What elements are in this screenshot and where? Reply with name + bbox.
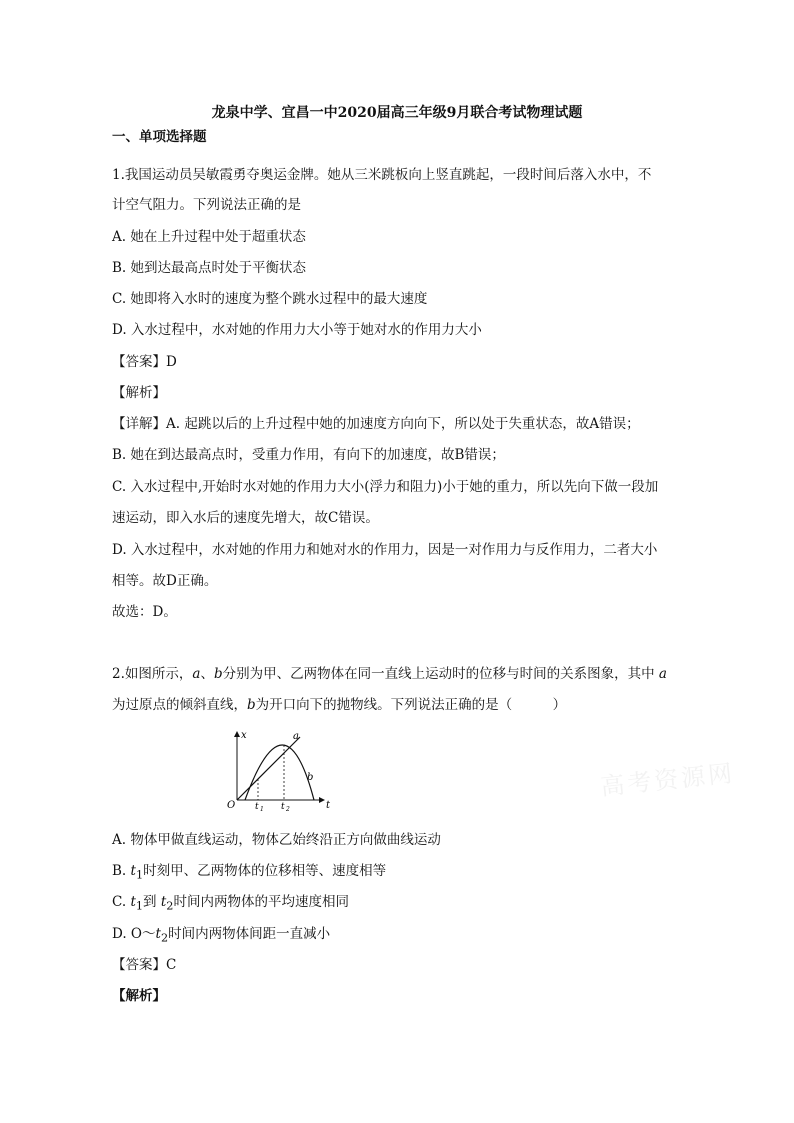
q2-stem-line2 [112,696,566,714]
section-heading: 一、单项选择题 [112,129,207,145]
q2-var-t: t [160,894,167,910]
q1-answer: 【答案】D [112,354,177,370]
q2-stem-line1 [112,665,667,683]
q2-option-a: A. 物体甲做直线运动，物体乙始终沿正方向做曲线运动 [112,832,441,848]
curve-b-label: b [307,772,314,783]
y-axis-label: x [241,730,247,741]
q1-detail-c-line2: 速运动，即入水后的速度先增大，故C错误。 [112,510,379,526]
q2-stem-text: 为开口向下的抛物线。下列说法正确的是（ ） [255,697,567,713]
t1-label: t [255,802,259,812]
q2-subscript: 2 [166,899,174,913]
q1-detail-d-line2: 相等。故D正确。 [112,573,218,589]
q2-var-t: t [155,926,161,942]
q2-stem-text: 、 [200,666,214,682]
q1-analysis-label: 【解析】 [112,385,166,401]
q2-var-t: t [130,863,136,879]
q2-option-text: 时刻甲、乙两物体的位移相等、速度相等 [143,863,387,879]
q2-option-text: B. [112,863,131,879]
q2-option-text: 到 [143,894,161,910]
q2-answer: 【答案】C [112,957,177,973]
q2-stem-text: 为过原点的倾斜直线， [112,697,247,713]
q1-option-d: D. 入水过程中，水对她的作用力大小等于她对水的作用力大小 [112,322,482,338]
t2-label: t [281,802,285,812]
line-a [237,737,300,800]
q1-stem-line1: 1.我国运动员吴敏霞勇夺奥运金牌。她从三米跳板向上竖直跳起，一段时间后落入水中，不 [112,167,652,183]
q1-detail-d-line1: D. 入水过程中，水对她的作用力和她对水的作用力，因是一对作用力与反作用力，二者大小 [112,542,658,558]
curve-b [245,745,314,800]
q1-stem-line2: 计空气阻力。下列说法正确的是 [112,197,301,213]
q2-stem-text: 分别为甲、乙两物体在同一直线上运动时的位移与时间的关系图象，其中 [222,666,655,682]
q2-option-c [112,893,349,916]
watermark: 高考资源网 [599,759,737,801]
q1-choice: 故选：D。 [112,604,177,620]
q2-var-a: a [658,666,667,682]
q2-option-text: 时间内两物体的平均速度相同 [173,894,349,910]
q2-option-d [112,925,330,948]
q1-option-c: C. 她即将入水时的速度为整个跳水过程中的最大速度 [112,291,428,307]
q1-detail-c-line1: C. 入水过程中,开始时水对她的作用力大小(浮力和阻力)小于她的重力，所以先向下做一段加 [112,479,659,495]
q2-var-a: a [192,666,201,682]
page-title: 龙泉中学、宜昌一中2020届高三年级9月联合考试物理试题 [211,105,583,121]
q2-stem-text: 2.如图所示， [112,666,193,682]
displacement-time-graph [222,728,342,814]
q1-option-b: B. 她到达最高点时处于平衡状态 [112,260,307,276]
q2-var-b: b [247,697,256,713]
line-a-label: a [293,731,299,742]
q1-option-a: A. 她在上升过程中处于超重状态 [112,229,306,245]
x-axis-label: t [326,800,331,811]
t2-subscript: 2 [286,806,290,813]
q2-analysis-label: 【解析】 [112,988,166,1004]
q2-subscript: 2 [160,931,169,945]
q2-option-b [112,862,386,885]
q1-detail-b: B. 她在到达最高点时，受重力作用，有向下的加速度，故B错误； [112,447,505,463]
q2-option-text: D. O～ [112,926,156,942]
q2-var-t: t [130,894,136,910]
q2-option-text: 时间内两物体间距一直减小 [168,926,331,942]
q2-subscript: 1 [135,899,144,913]
q2-var-b: b [213,666,223,682]
q1-detail-a: 【详解】A. 起跳以后的上升过程中她的加速度方向向下，所以处于失重状态，故A错误； [112,416,640,432]
q2-subscript: 1 [135,868,144,882]
origin-label: O [227,800,236,811]
t1-subscript: 1 [260,806,264,813]
q2-option-text: C. [112,894,131,910]
